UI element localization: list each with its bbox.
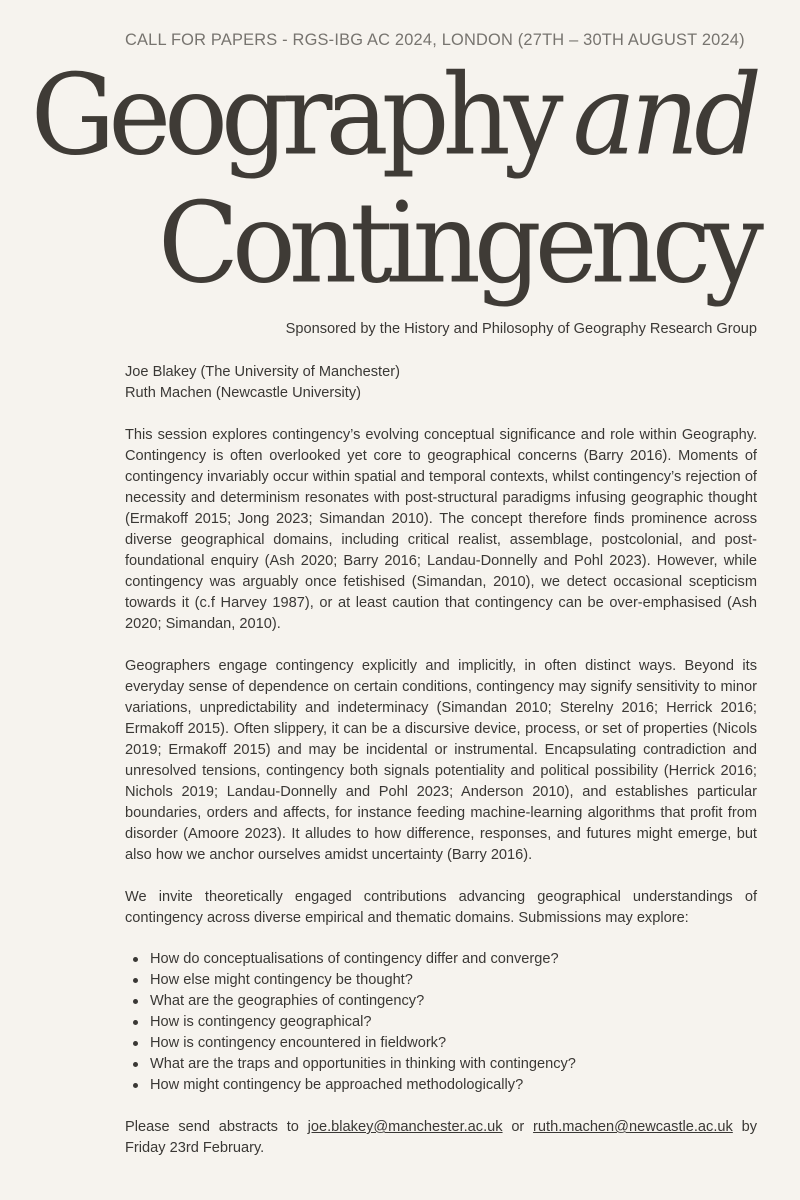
list-item: How do conceptualisations of contingency differ and converge? (150, 949, 576, 970)
author-1: Joe Blakey (The University of Manchester) (125, 364, 400, 380)
contact-suffix: by Friday 23rd February. (125, 1119, 757, 1156)
title-line-1 (30, 50, 757, 180)
title-word-and: and (572, 50, 757, 180)
list-item: How else might contingency be thought? (150, 970, 576, 991)
email-link-ruth-machen[interactable]: ruth.machen@newcastle.ac.uk (533, 1119, 733, 1135)
list-item: How is contingency geographical? (150, 1012, 576, 1033)
call-for-papers-heading: CALL FOR PAPERS - RGS-IBG AC 2024, LONDON (27TH – 30TH AUGUST 2024) (125, 31, 745, 49)
contact-prefix: Please send abstracts to (125, 1119, 308, 1135)
paragraph-intro: This session explores contingency’s evolving conceptual significance and role within Geography. Contingency is often overlooked yet core to geographical concerns (Barry 2016). Moments of contingency invariably occur within spatial and temporal contexts, whilst contingency’s rejection of necessity and determinism resonates with post-structural paradigms infusing geographic thought (Ermakoff 2015; Jong 2023; Simandan 2010). The concept therefore finds prominence across diverse geographical domains, including critical realist, assemblage, postcolonial, and post-foundational enquiry (Ash 2020; Barry 2016; Landau-Donnelly and Pohl 2023). However, while contingency was arguably once fetishised (Simandan, 2010), we detect occasional scepticism towards it (c.f Harvey 1987), or at least caution that contingency can be over-emphasised (Ash 2020; Simandan, 2010). (125, 427, 757, 632)
author-list (125, 362, 400, 404)
list-item: How might contingency be approached methodologically? (150, 1075, 576, 1096)
list-item: What are the geographies of contingency? (150, 991, 576, 1012)
contact-joiner: or (502, 1119, 534, 1135)
title-word-contingency: Contingency (157, 178, 757, 308)
list-item: How is contingency encountered in fieldwork? (150, 1033, 576, 1054)
sponsor-line: Sponsored by the History and Philosophy of Geography Research Group (285, 321, 757, 337)
email-link-joe-blakey[interactable]: joe.blakey@manchester.ac.uk (307, 1119, 503, 1135)
paragraph-invitation: We invite theoretically engaged contributions advancing geographical understandings of contingency across diverse empirical and thematic domains. Submissions may explore: (125, 889, 757, 926)
author-2: Ruth Machen (Newcastle University) (125, 385, 362, 401)
title-word-geography: Geography (30, 50, 557, 180)
contact-paragraph (125, 1117, 757, 1159)
paragraph-engagement: Geographers engage contingency explicitly and implicitly, in often distinct ways. Beyond its everyday sense of dependence on certain conditions, contingency may signify sensitivity to minor variations, unpredictability and indeterminacy (Simandan 2010; Sterelny 2016; Herrick 2016; Ermakoff 2015). Often slippery, it can be a discursive device, process, or set of properties (Nicols 2019; Ermakoff 2015) and may be incidental or instrumental. Encapsulating contradiction and unresolved tensions, contingency both signals potentiality and political possibility (Herrick 2016; Nichols 2019; Landau-Donnelly and Pohl 2023; Anderson 2010), and establishes particular boundaries, orders and affects, for instance feeding machine-learning algorithms that profit from disorder (Amoore 2023). It alludes to how difference, responses, and futures might emerge, but also how we anchor ourselves amidst uncertainty (Barry 2016). (125, 658, 757, 863)
list-item: What are the traps and opportunities in thinking with contingency? (150, 1054, 576, 1075)
question-list (125, 949, 576, 1096)
